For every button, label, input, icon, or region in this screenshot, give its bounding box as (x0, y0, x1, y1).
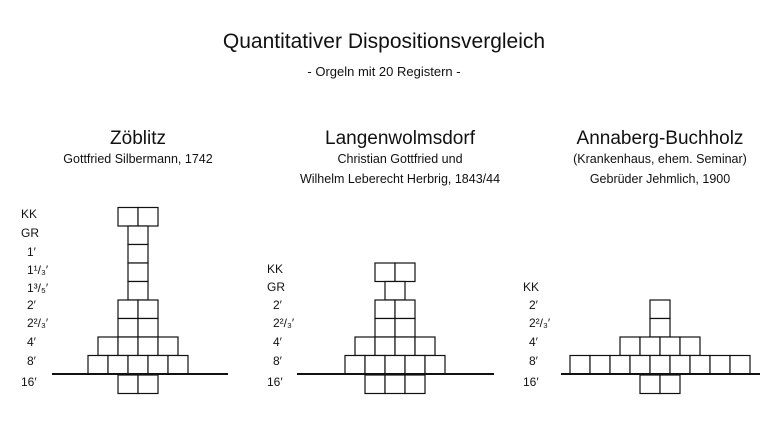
register-square (385, 282, 405, 301)
organ-name-zoeblitz: Zöblitz (110, 128, 166, 149)
label-annaberg-4: 4′ (529, 335, 538, 349)
register-square (680, 337, 700, 356)
register-square (128, 226, 148, 245)
label-zoeblitz-kk: KK (21, 207, 38, 221)
register-square (128, 245, 148, 264)
register-square (670, 356, 690, 375)
register-square (375, 319, 395, 338)
register-square (710, 356, 730, 375)
register-square (158, 337, 178, 356)
organ-builder-annaberg-1: (Krankenhaus, ehem. Seminar) (573, 152, 747, 166)
register-square (148, 356, 168, 375)
register-square (138, 375, 158, 394)
register-square (640, 375, 660, 394)
register-square (375, 300, 395, 319)
diagram-title: Quantitativer Dispositionsvergleich (222, 30, 546, 53)
register-square (118, 300, 138, 319)
register-square (650, 300, 670, 319)
register-square (590, 356, 610, 375)
register-square (138, 300, 158, 319)
register-square (355, 337, 375, 356)
register-square (138, 208, 158, 227)
register-square (570, 356, 590, 375)
register-square (395, 319, 415, 338)
label-langen-8: 8′ (273, 354, 282, 368)
diagram-subtitle: - Orgeln mit 20 Registern - (307, 64, 461, 79)
label-annaberg-2: 2′ (529, 298, 538, 312)
label-langen-2-2-3: 2²/₃′ (273, 316, 295, 330)
label-langen-2: 2′ (273, 298, 282, 312)
organ-builder-annaberg-2: Gebrüder Jehmlich, 1900 (589, 172, 731, 186)
organ-builder-zoeblitz: Gottfried Silbermann, 1742 (63, 152, 213, 166)
label-zoeblitz-1-3-5: 1³/₅′ (27, 281, 49, 295)
register-square (405, 375, 425, 394)
register-square (385, 356, 405, 375)
register-square (345, 356, 365, 375)
register-square (118, 375, 138, 394)
register-square (118, 337, 138, 356)
label-zoeblitz-gr: GR (21, 226, 39, 240)
label-annaberg-8: 8′ (529, 354, 538, 368)
register-square (375, 263, 395, 282)
register-square (128, 263, 148, 282)
register-square (650, 356, 670, 375)
organ-builder-langenwolmsdorf-1: Christian Gottfried und (337, 152, 463, 166)
label-zoeblitz-8: 8′ (27, 354, 36, 368)
register-square (610, 356, 630, 375)
register-square (128, 356, 148, 375)
register-square (405, 356, 425, 375)
organ-name-langenwolmsdorf: Langenwolmsdorf (325, 128, 475, 149)
register-square (660, 337, 680, 356)
register-square (365, 375, 385, 394)
organ-builder-langenwolmsdorf-2: Wilhelm Leberecht Herbrig, 1843/44 (299, 172, 501, 186)
register-square (138, 337, 158, 356)
register-square (425, 356, 445, 375)
register-square (108, 356, 128, 375)
organ-block-1 (297, 263, 494, 394)
label-langen-4: 4′ (273, 335, 282, 349)
label-zoeblitz-4: 4′ (27, 335, 36, 349)
register-square (128, 282, 148, 301)
organ-block-2 (561, 300, 760, 394)
register-square (660, 375, 680, 394)
register-square (168, 356, 188, 375)
register-square (138, 319, 158, 338)
organ-name-annaberg: Annaberg-Buchholz (576, 128, 744, 149)
register-square (690, 356, 710, 375)
register-square (620, 337, 640, 356)
register-square (730, 356, 750, 375)
label-zoeblitz-16: 16′ (21, 375, 37, 389)
register-square (395, 300, 415, 319)
register-square (385, 375, 405, 394)
register-square (118, 319, 138, 338)
register-square (98, 337, 118, 356)
label-langen-kk: KK (267, 262, 284, 276)
register-square (415, 337, 435, 356)
label-annaberg-16: 16′ (523, 375, 539, 389)
label-annaberg-kk: KK (523, 280, 540, 294)
register-square (118, 208, 138, 227)
label-zoeblitz-1-1-3: 1¹/₃′ (27, 263, 49, 277)
register-square (395, 337, 415, 356)
register-square (630, 356, 650, 375)
register-square (365, 356, 385, 375)
register-square (395, 263, 415, 282)
label-langen-16: 16′ (267, 375, 283, 389)
register-square (640, 337, 660, 356)
register-square (375, 337, 395, 356)
organ-block-0 (52, 208, 228, 394)
label-annaberg-2-2-3: 2²/₃′ (529, 316, 551, 330)
label-langen-gr: GR (267, 280, 285, 294)
register-square (650, 319, 670, 338)
label-zoeblitz-2-2-3: 2²/₃′ (27, 316, 49, 330)
label-zoeblitz-1: 1′ (27, 245, 36, 259)
label-zoeblitz-2: 2′ (27, 298, 36, 312)
register-square (88, 356, 108, 375)
